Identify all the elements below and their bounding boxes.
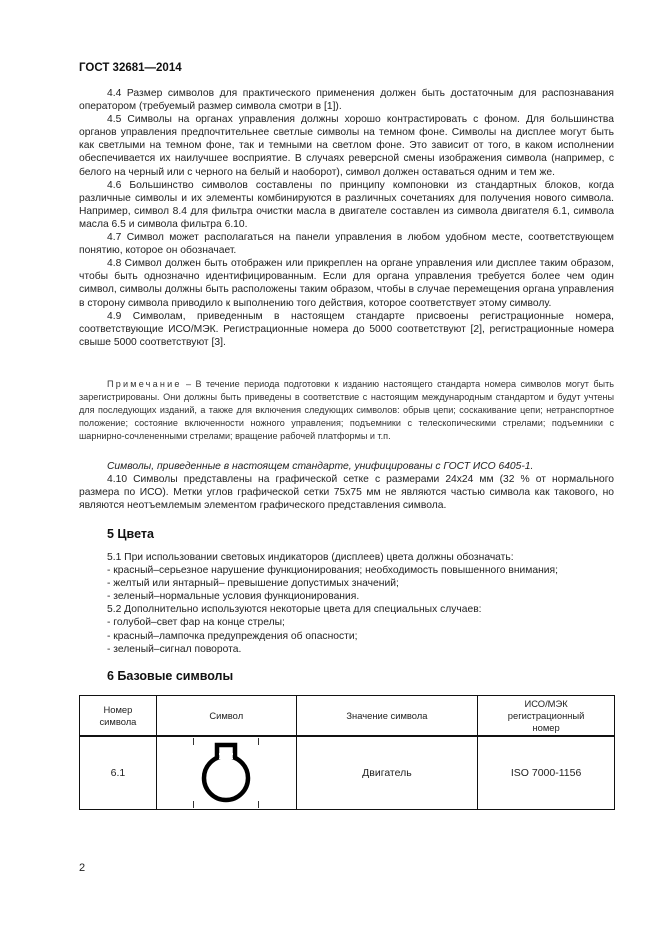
header-iso: [478, 696, 615, 737]
header-iso-line: ИСО/МЭК: [524, 697, 568, 709]
colors-line: 5.1 При использовании световых индикаторов (дисплеев) цвета должны обозначать:: [107, 552, 514, 563]
colors-line: - красный–серьезное нарушение функционирования; необходимость повышенного внимания;: [107, 565, 558, 577]
paragraph-4-6: 4.6 Большинство символов составлены по принципу компоновки из стандартных блоков, когда различные символы и их элементы комбинируются в различных сочетаниях для получения нового символа. Например, символ 8.4 для фильтра очистки масла в двигателе составлен из символа двигателя 6.1, символа масла 6.5 и символа фильтра 6.10.: [79, 179, 614, 230]
cell-meaning: Двигатель: [296, 736, 477, 810]
paragraph-4-9: 4.9 Символам, приведенным в настоящем стандарте присвоены регистрационные номера, соответствующие ИСО/МЭК. Регистрационные номера до 5000 соответствуют [2], регистрационные номера свыше 5000 соответствуют [3].: [79, 310, 614, 348]
table-row: [80, 736, 615, 810]
colors-line: - голубой–свет фар на конце стрелы;: [107, 617, 285, 629]
header-iso-line: регистрационный: [507, 709, 585, 721]
header-symbol: Символ: [156, 696, 296, 737]
section-5-heading: 5 Цвета: [107, 527, 154, 541]
colors-line: - зеленый–нормальные условия функционирования.: [107, 591, 360, 603]
section-6-heading: 6 Базовые символы: [107, 669, 234, 683]
paragraphs-block: [79, 87, 614, 349]
header-iso-line: номер: [532, 721, 560, 733]
header-number-line: Номер: [103, 703, 133, 715]
paragraph-4-4: 4.4 Размер символов для практического применения должен быть достаточным для распознавания оператором (требуемый размер символа смотри в [1]).: [79, 88, 614, 113]
paragraph-4-7: 4.7 Символ может располагаться на панели управления в любом удобном месте, соответствующем понятию, которое он обозначает.: [79, 232, 614, 257]
page-number: 2: [79, 862, 86, 874]
cell-symbol: [156, 736, 296, 810]
symbol-grid: [173, 738, 279, 808]
header-number: [80, 696, 157, 737]
unified-statement: Символы, приведенные в настоящем стандарте, унифицированы с ГОСТ ИСО 6405-1.: [107, 461, 534, 472]
cell-number: 6.1: [80, 736, 157, 810]
colors-line: - зеленый–сигнал поворота.: [107, 643, 242, 655]
colors-line: - красный–лампочка предупреждения об опасности;: [107, 630, 358, 642]
document-id-header: ГОСТ 32681—2014: [79, 62, 182, 74]
unified-block: [79, 460, 614, 473]
base-symbols-table: [79, 695, 615, 810]
paragraph-4-10: 4.10 Символы представлены на графической сетке с размерами 24х24 мм (32 % от нормального размера по ИСО). Метки углов графической сетки 75х75 мм не являются частью символа как такового, но являются неотъемлемым элементом графического представления символа.: [79, 474, 614, 512]
colors-line: - желтый или янтарный– превышение допустимых значений;: [107, 578, 399, 590]
note-paragraph: [79, 378, 614, 443]
paragraph-4-10-block: [79, 473, 614, 512]
engine-symbol-icon: [173, 738, 279, 808]
paragraph-4-8: 4.8 Символ должен быть отображен или прикреплен на органе управления или дисплее таким образом, чтобы быть однозначно идентифицированным. Если для органа управления требуется более чем один символ, символы должны быть расположены таким образом, чтобы в случае перемещения органа управления в сторону символа приводило к выполнению того действия, которое соответствует этому символу.: [79, 258, 614, 309]
note-text: – В течение периода подготовки к изданию настоящего стандарта номера символов могут быть зарегистрированы. Они должны быть приведены в соответствие с настоящим международным стандартом и будут учтены для последующих изданий, а также для включения следующих символов: обрыв цепи; соскакивание цепи; нетранспортное положение; состояние включенности ножного управления; подъемники с телескопическими стрелами; подъемники с шарнирно-сочлененными стрелами; вращение рабочей платформы и т.п.: [79, 379, 614, 441]
paragraph-4-5: 4.5 Символы на органах управления должны хорошо контрастировать с фоном. Для большинства органов управления предпочтительнее светлые символы на темном фоне. Символы на дисплее могут быть как светлыми на темном фоне, так и темными на светлом фоне. Это зависит от того, в каком исполнении обеспечивается их наилучшее восприятие. В случаях реверсной смены изображения символа (например, с белого на черный или с черного на белый и наоборот), символ должен оставаться одним и тем же.: [79, 114, 614, 178]
cell-iso: ISO 7000-1156: [478, 736, 615, 810]
note-label: Примечание: [107, 379, 182, 389]
table-header-row: [80, 696, 615, 737]
note-block: [79, 378, 614, 443]
colors-line: 5.2 Дополнительно используются некоторые цвета для специальных случаев:: [107, 604, 482, 616]
header-number-line: символа: [99, 715, 137, 727]
colors-list: [107, 551, 617, 656]
header-meaning: Значение символа: [296, 696, 477, 737]
